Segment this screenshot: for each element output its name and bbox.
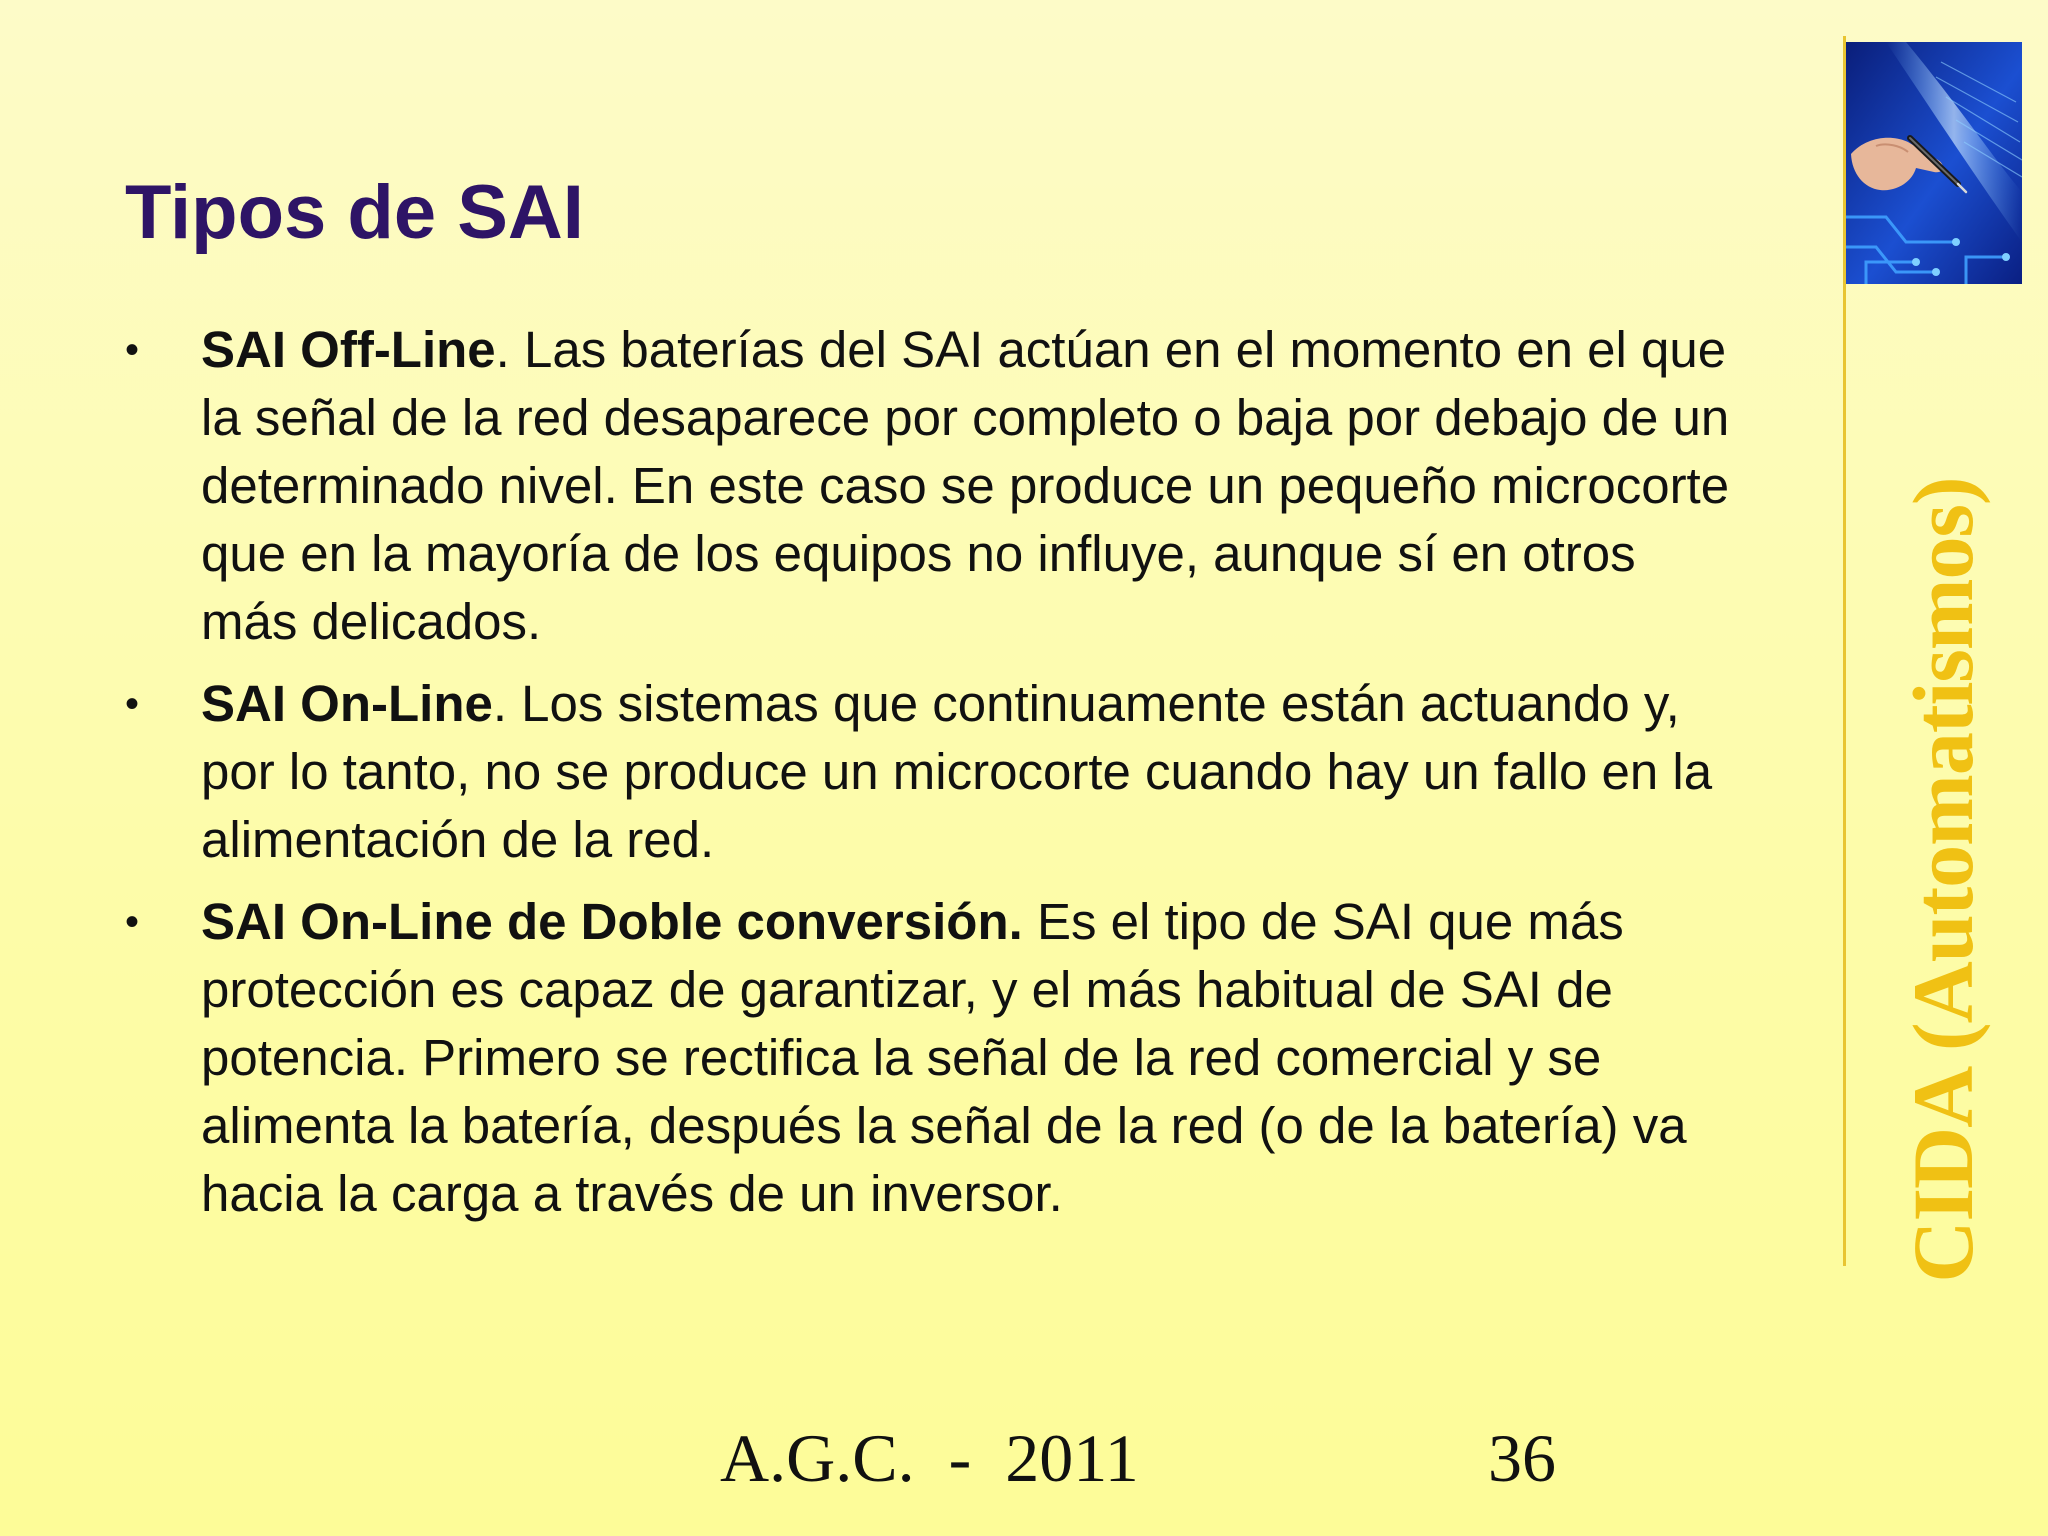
bullet-marker: • [125,682,140,726]
hand-pen-circuit-icon [1846,42,2022,284]
side-label: CIDA (Automatismos) [1895,477,1991,1283]
bullet-body: . Las baterías del SAI actúan en el momento en el que la señal de la red desaparece por completo o baja por debajo de un determinado nivel. En este caso se produce un pequeño microcorte que en la mayoría de los equipos no influye, aunque sí en otros más delicados. [201,321,1730,650]
bullet-item [125,316,1745,656]
bullet-text [201,316,1745,656]
bullet-list [125,316,1745,1242]
bullet-item [125,888,1745,1228]
page-number: 36 [1488,1420,1556,1496]
bullet-heading: SAI Off-Line [201,321,496,378]
bullet-heading: SAI On-Line de Doble conversión. [201,893,1023,950]
bullet-body: . Los sistemas que continuamente están actuando y, por lo tanto, no se produce un microcorte cuando hay un fallo en la alimentación de la red. [201,675,1713,868]
bullet-heading: SAI On-Line [201,675,493,732]
bullet-body: Es el tipo de SAI que más protección es capaz de garantizar, y el más habitual de SAI de potencia. Primero se rectifica la señal de la red comercial y se alimenta la batería, después la señal de la red (o de la batería) va hacia la carga a través de un inversor. [201,893,1687,1222]
bullet-text [201,888,1745,1228]
slide-title: Tipos de SAI [125,170,584,255]
bullet-marker: • [125,900,140,944]
bullet-marker: • [125,328,140,372]
footer-author: A.G.C. - 2011 [720,1420,1139,1496]
bullet-text [201,670,1745,874]
bullet-item [125,670,1745,874]
